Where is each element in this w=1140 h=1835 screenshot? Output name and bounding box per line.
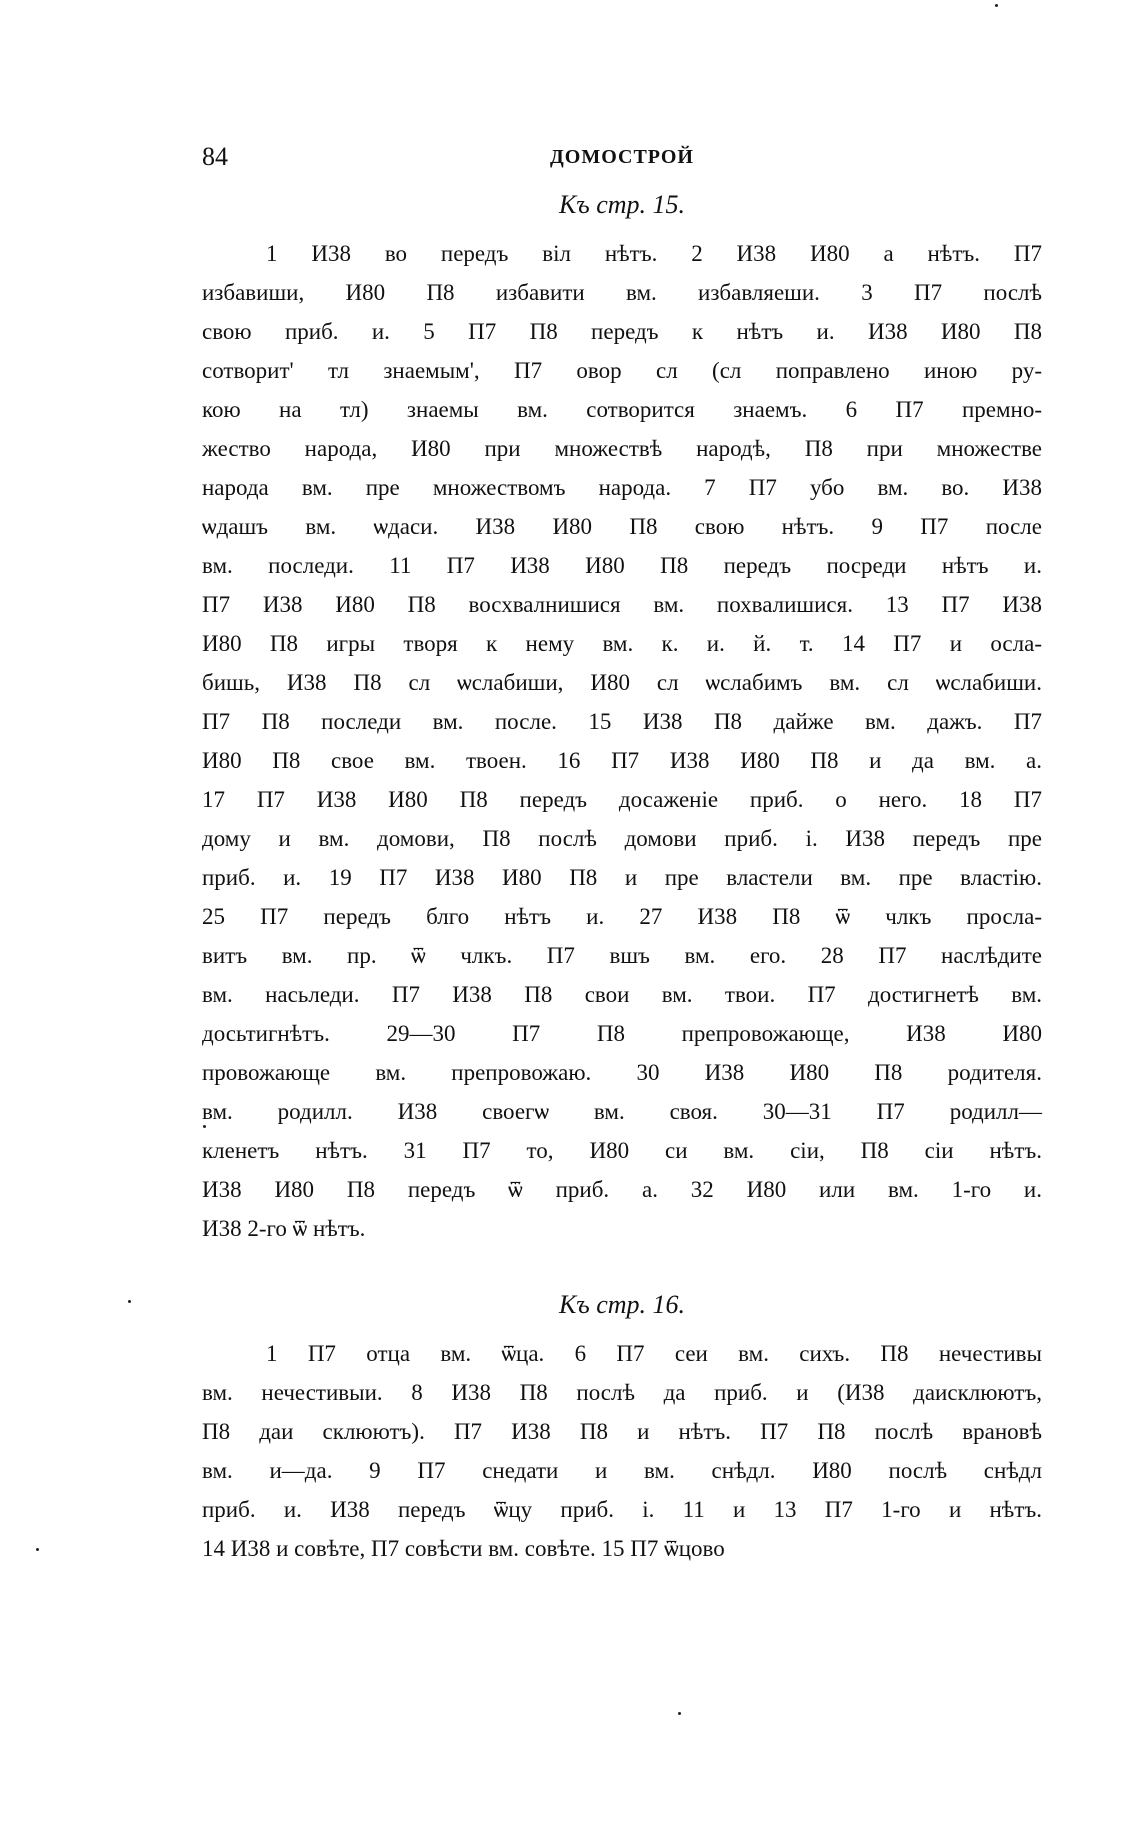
page-number: 84 — [202, 142, 228, 171]
note-line: 1 П7 отца вм. ѿца. 6 П7 сеи вм. сихъ. П8 нечестивы — [266, 1341, 1042, 1366]
note-line: И38 2-го ѿ нѣтъ. — [202, 1216, 366, 1241]
note-line: бишь, И38 П8 сл ѡслабиши, И80 сл ѡслабимъ вм. сл ѡслабиши. — [202, 670, 1042, 695]
notes-block-p16 — [202, 1334, 1042, 1568]
print-speck — [678, 1712, 681, 1715]
note-line: 14 И38 и совѣте, П7 совѣсти вм. совѣте. 15 П7 ѿцово — [202, 1536, 725, 1561]
note-line: вм. насьледи. П7 И38 П8 свои вм. твои. П7 достигнетѣ вм. — [202, 982, 1042, 1007]
note-line: витъ вм. пр. ѿ члкъ. П7 вшъ вм. его. 28 П7 наслѣдите — [202, 943, 1042, 968]
note-line: П7 И38 И80 П8 восхвалнишися вм. похвалишися. 13 П7 И38 — [202, 592, 1042, 617]
note-line: И38 И80 П8 передъ ѿ приб. а. 32 И80 или вм. 1-го и. — [202, 1177, 1042, 1202]
page-header — [202, 142, 1042, 178]
note-line: приб. и. И38 передъ ѿцу приб. і. 11 и 13 П7 1-го и нѣтъ. — [202, 1497, 1042, 1522]
note-line: провожающе вм. препровожаю. 30 И38 И80 П8 родителя. — [202, 1060, 1042, 1085]
note-line: досьтигнѣтъ. 29—30 П7 П8 препровожающе, И38 И80 — [202, 1021, 1042, 1046]
note-line: кленетъ нѣтъ. 31 П7 то, И80 си вм. сіи, П8 сіи нѣтъ. — [202, 1138, 1042, 1163]
note-line: вм. последи. 11 П7 И38 И80 П8 передъ посреди нѣтъ и. — [202, 553, 1042, 578]
section-heading-p15: Къ стр. 15. — [558, 190, 686, 219]
note-line: вм. и—да. 9 П7 снедати и вм. снѣдл. И80 послѣ снѣдл — [202, 1458, 1042, 1483]
print-speck — [36, 1548, 39, 1551]
note-line: кою на тл) знаемы вм. сотворится знаемъ. 6 П7 премно- — [202, 397, 1042, 422]
note-line: 1 И38 во передъ віл нѣтъ. 2 И38 И80 а нѣтъ. П7 — [266, 241, 1042, 266]
note-line: приб. и. 19 П7 И38 И80 П8 и пре властели вм. пре властію. — [202, 865, 1042, 890]
note-line: И80 П8 игры творя к нему вм. к. и. й. т. 14 П7 и осла- — [202, 631, 1042, 656]
note-line: П7 П8 последи вм. после. 15 И38 П8 дайже вм. дажъ. П7 — [202, 709, 1042, 734]
note-line: 25 П7 передъ блго нѣтъ и. 27 И38 П8 ѿ члкъ просла- — [202, 904, 1042, 929]
note-line: ѡдашъ вм. ѡдаси. И38 И80 П8 свою нѣтъ. 9 П7 после — [202, 514, 1042, 539]
print-speck — [203, 1125, 206, 1128]
notes-block-p15 — [202, 234, 1042, 1248]
note-line: жество народа, И80 при множествѣ народѣ, П8 при множестве — [202, 436, 1042, 461]
note-line: И80 П8 свое вм. твоен. 16 П7 И38 И80 П8 и да вм. а. — [202, 748, 1042, 773]
section-heading-p16: Къ стр. 16. — [558, 1290, 686, 1319]
print-speck — [995, 4, 998, 7]
print-speck — [128, 1300, 131, 1303]
note-line: дому и вм. домови, П8 послѣ домови приб. і. И38 передъ пре — [202, 826, 1042, 851]
note-line: свою приб. и. 5 П7 П8 передъ к нѣтъ и. И38 И80 П8 — [202, 319, 1042, 344]
note-line: 17 П7 И38 И80 П8 передъ досаженіе приб. о него. 18 П7 — [202, 787, 1042, 812]
note-line: вм. родилл. И38 своегѡ вм. своя. 30—31 П7 родилл— — [202, 1099, 1042, 1124]
note-line: сотворит' тл знаемым', П7 овор сл (сл поправлено иною ру- — [202, 358, 1042, 383]
note-line: П8 даи склюютъ). П7 И38 П8 и нѣтъ. П7 П8 послѣ врановѣ — [202, 1419, 1042, 1444]
note-line: избавиши, И80 П8 избавити вм. избавляеши. 3 П7 послѣ — [202, 280, 1042, 305]
note-line: вм. нечестивыи. 8 И38 П8 послѣ да приб. и (И38 даисклюютъ, — [202, 1380, 1042, 1405]
running-title: ДОМОСТРОЙ — [550, 146, 694, 168]
note-line: народа вм. пре множествомъ народа. 7 П7 убо вм. во. И38 — [202, 475, 1042, 500]
